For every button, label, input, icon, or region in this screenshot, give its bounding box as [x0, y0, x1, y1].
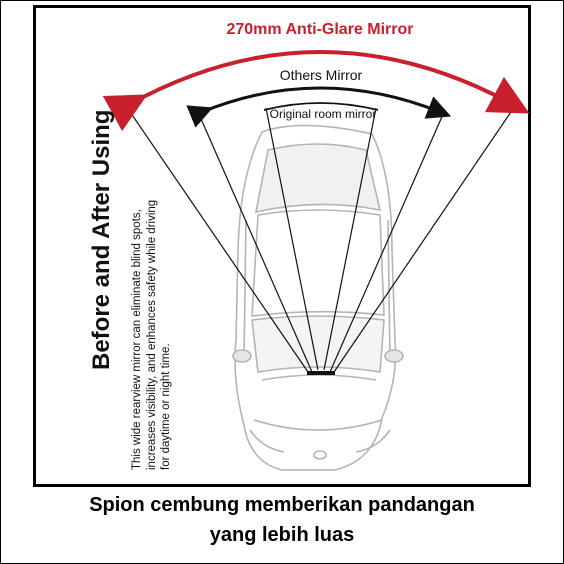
front-emblem	[314, 451, 326, 459]
description-line-1: This wide rearview mirror can eliminate blind spots,	[131, 209, 143, 470]
left-door-line	[244, 220, 246, 360]
description-line-2: increases visibility, and enhances safety while driving	[145, 199, 158, 470]
product-description	[130, 200, 174, 470]
caption	[0, 490, 564, 562]
original-mirror-label: Original room mirror	[269, 107, 377, 121]
right-side-mirror	[385, 350, 403, 362]
left-headlight	[250, 430, 284, 452]
caption-line-1: Spion cembung memberikan pandangan	[89, 494, 475, 516]
windshield	[252, 316, 384, 372]
hood-line	[262, 375, 376, 380]
roof-panel	[252, 210, 384, 316]
caption-line-2: yang lebih luas	[209, 524, 355, 546]
bonnet-front	[254, 420, 382, 430]
description-line-3: for daytime or night time.	[160, 343, 172, 470]
right-headlight	[356, 430, 390, 452]
left-side-mirror	[233, 350, 251, 362]
anti-glare-title: 270mm Anti-Glare Mirror	[226, 21, 414, 38]
others-mirror-label: Others Mirror	[279, 67, 363, 83]
car-top-view-illustration	[233, 125, 403, 470]
before-after-title: Before and After Using	[88, 109, 115, 370]
